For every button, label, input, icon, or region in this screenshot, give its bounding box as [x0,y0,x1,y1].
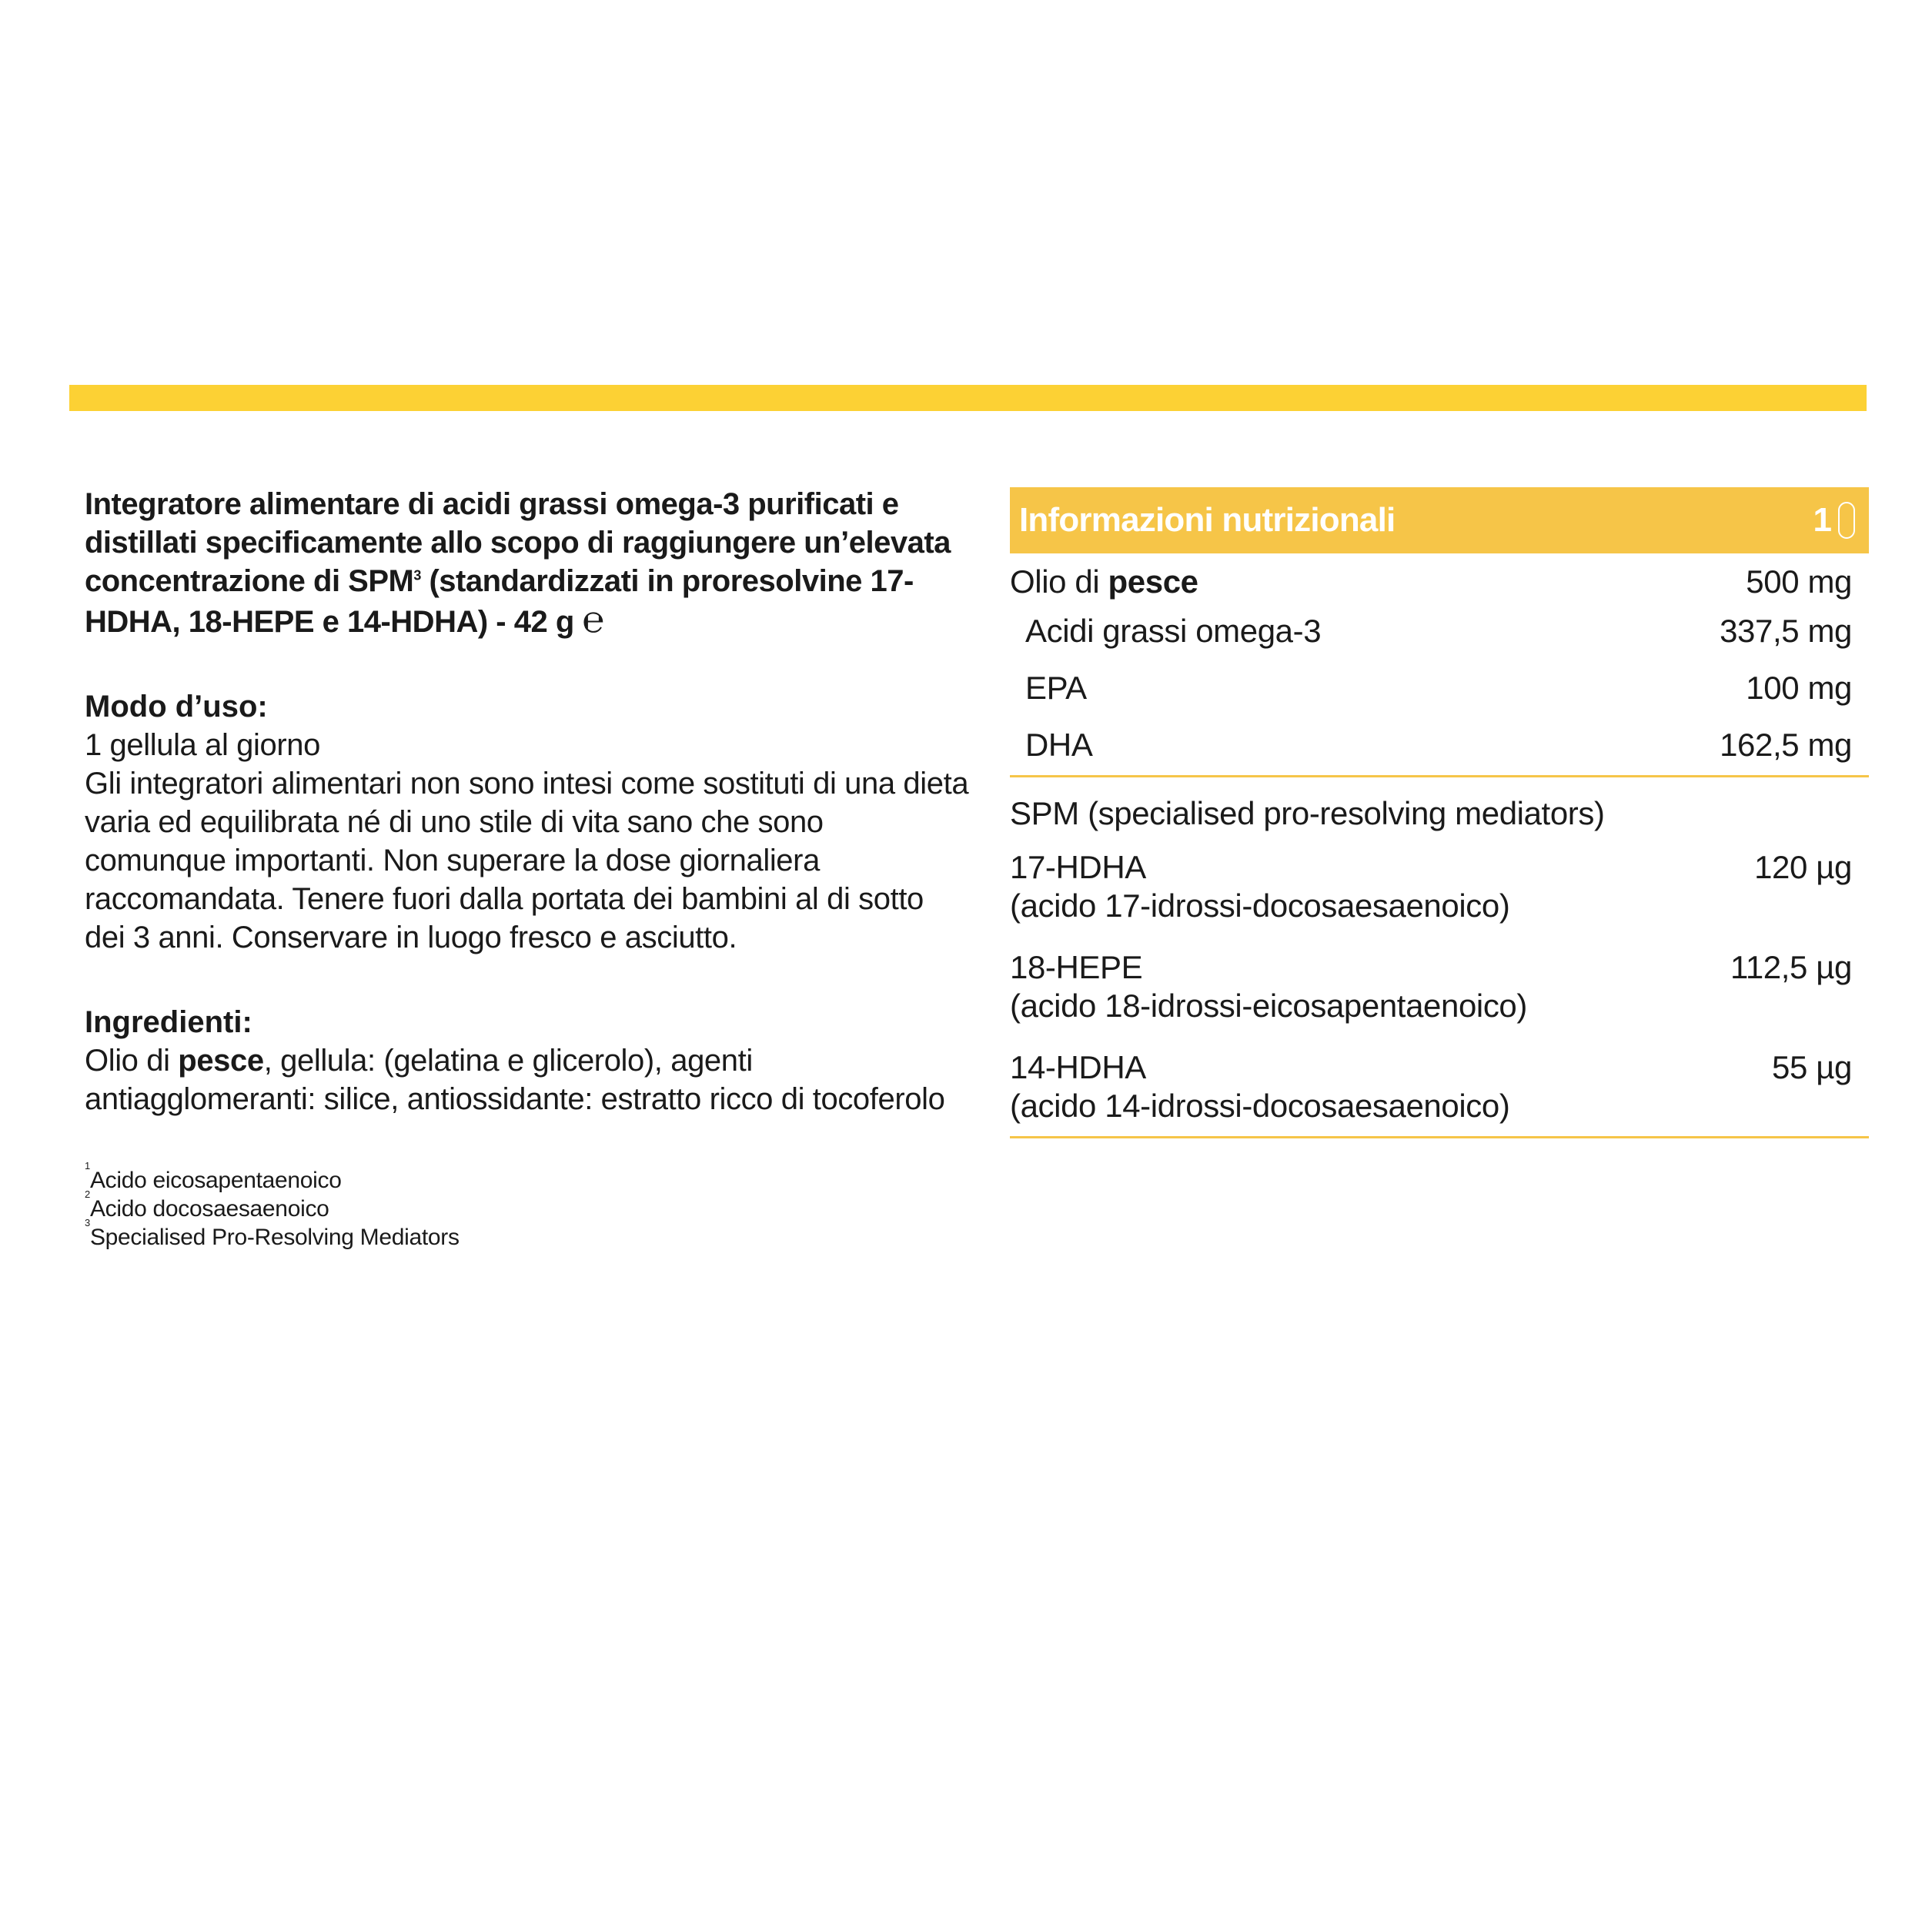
footnote [85,1217,970,1252]
description-text: Integratore alimentare di acidi grassi omega-3 purificati e distillati specificamente allo scopo di raggiungere un’elevata concentrazione di SPM [85,487,951,598]
row-label: Acidi grassi omega-3 [1025,613,1322,649]
product-info [85,485,970,1252]
usage-warnings: Gli integratori alimentari non sono intesi come sostituti di una dieta varia ed equilibrata né di uno stile di vita sano che sono comunque importanti. Non superare la dose giornaliera raccomandata. Tenere fuori dalla portata dei bambini al di sotto dei 3 anni. Conservare in luogo fresco e asciutto. [85,767,969,954]
spm-name: 18-HEPE [1010,949,1143,985]
footnote-text: Specialised Pro-Resolving Mediators [89,1225,460,1250]
capsule-icon [1838,502,1855,539]
footnote-ref: 3 [413,567,421,583]
row-value: 55 µg [1772,1049,1852,1085]
divider [1010,1136,1869,1138]
usage-title: Modo d’uso: [85,690,268,724]
usage-section [85,687,970,957]
ingredients-title: Ingredienti: [85,1005,252,1039]
description-text-end: (standardizzati in proresolvine 17-HDHA, 18-HEPE e 14-HDHA) - 42 g [85,564,914,639]
label-prefix: Olio di [1010,563,1108,600]
row-value: 120 µg [1754,849,1852,885]
ingredients-prefix: Olio di [85,1044,179,1078]
spm-desc: (acido 14-idrossi-docosaesaenoico) [1010,1088,1510,1124]
allergen: pesce [1108,563,1198,600]
serving-count: 1 [1813,501,1832,539]
row-label: DHA [1025,727,1093,763]
table-row [1010,848,1869,925]
nutrition-title: Informazioni nutrizionali [1019,501,1396,539]
footnote [85,1188,970,1223]
row-label [1010,563,1198,601]
top-accent-bar [69,385,1867,411]
table-row [1010,726,1869,764]
row-value: 162,5 mg [1720,727,1852,763]
footnotes [85,1160,970,1252]
footnote-num: 1 [85,1160,90,1172]
row-value: 112,5 µg [1730,949,1852,985]
ingredients-rest: , gellula: (gelatina e glicerolo), agenti antiagglomeranti: silice, antiossidante: estratto ricco di tocoferolo [85,1044,945,1116]
nutrition-header [1010,487,1869,553]
ingredients-text [85,1041,970,1118]
nutrition-table [1010,487,1869,1138]
row-label: EPA [1025,670,1087,706]
row-label [1010,848,1509,925]
footnote-text: Acido eicosapentaenoico [89,1168,342,1193]
allergen: pesce [178,1044,264,1078]
row-value: 100 mg [1746,670,1852,706]
spm-title: SPM (specialised pro-resolving mediators) [1010,795,1605,831]
usage-dose: 1 gellula al giorno [85,728,320,762]
row-label [1010,948,1527,1025]
spm-name: 14-HDHA [1010,1049,1146,1085]
footnote-num: 2 [85,1188,90,1200]
row-label [1010,1048,1509,1125]
serving-size [1813,501,1855,540]
table-row [1010,669,1869,726]
spm-desc: (acido 17-idrossi-docosaesaenoico) [1010,887,1510,924]
table-row [1010,1048,1869,1125]
divider [1010,775,1869,777]
footnote-text: Acido docosaesaenoico [89,1196,329,1222]
estimated-sign-icon: ℮ [582,598,604,641]
spm-desc: (acido 18-idrossi-eicosapentaenoico) [1010,988,1527,1024]
table-row [1010,948,1869,1025]
row-value: 500 mg [1746,563,1852,600]
footnote [85,1160,970,1195]
table-row [1010,612,1869,669]
table-row [1010,553,1869,612]
spm-name: 17-HDHA [1010,849,1146,885]
row-value: 337,5 mg [1720,613,1852,649]
ingredients-section [85,1003,970,1118]
product-description [85,485,970,641]
footnote-num: 3 [85,1217,90,1228]
